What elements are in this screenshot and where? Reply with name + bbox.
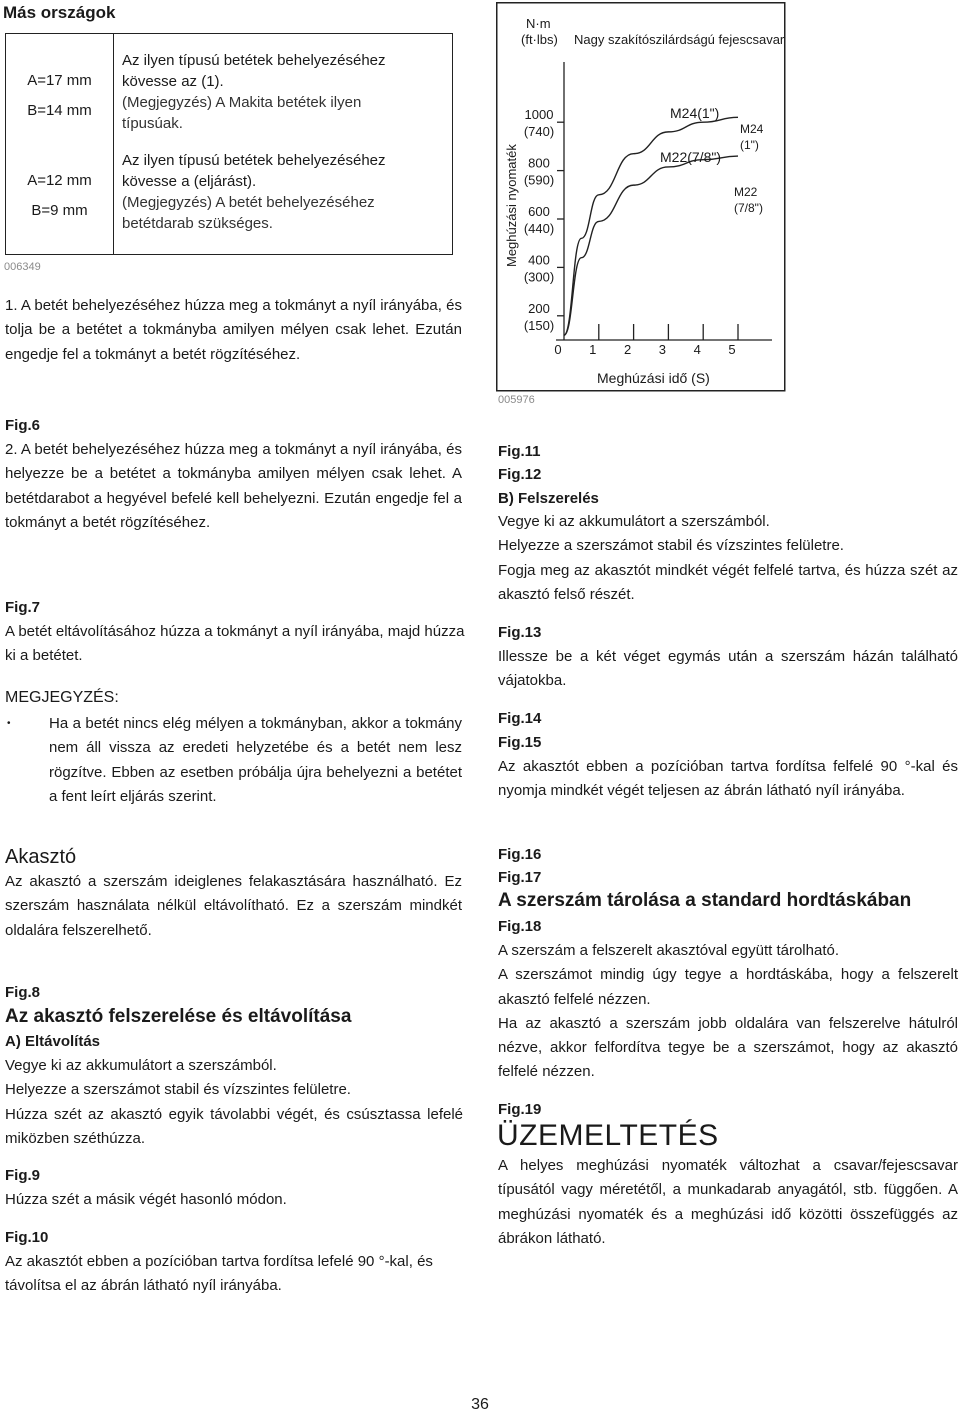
section-heading: A szerszám tárolása a standard hordtáskában: [498, 890, 912, 911]
series-label: M24(1"): [670, 105, 720, 121]
storage-line: A szerszámot mindig úgy tegye a hordtáskába, hogy a felszerelt akasztó felfelé nézzen.: [498, 966, 958, 1008]
fig-label: Fig.11: [498, 443, 541, 460]
y-tick-label: 1000: [524, 107, 554, 123]
series-line: [564, 156, 738, 335]
x-tick-label: 0: [554, 342, 562, 357]
storage-line: A szerszám a felszerelt akasztóval együtt tárolható.: [498, 942, 839, 959]
y-unit: N·m: [526, 16, 551, 31]
x-axis-label: Meghúzási idő (S): [597, 370, 710, 386]
fig-label: Fig.18: [498, 918, 542, 935]
table-row-2-text: Az ilyen típusú betétek behelyezéséhez kövesse a (eljárást). (Megjegyzés) A betét behelyezéséhez betétdarab szükséges.: [122, 152, 386, 232]
y-tick-label: 200: [528, 300, 550, 316]
socket-table: [5, 33, 453, 255]
series-label: M22(7/8"): [660, 149, 721, 165]
y-tick-sublabel: (150): [523, 317, 555, 333]
x-tick-label: 2: [623, 342, 632, 357]
figure-id: 006349: [4, 261, 41, 273]
x-tick-label: 4: [693, 342, 701, 357]
series-end-label-sub: (1"): [740, 138, 759, 152]
fig-label: Fig.10: [5, 1229, 49, 1246]
bullet: •: [7, 718, 11, 729]
removal-step: Helyezze a szerszámot stabil és vízszintes felületre.: [5, 1081, 351, 1099]
table-row-1-text: Az ilyen típusú betétek behelyezéséhez kövesse az (1). (Megjegyzés) A Makita betétek ilyen típusúak.: [122, 52, 386, 132]
storage-text: [498, 939, 958, 1085]
step-2: 2. A betét behelyezéséhez húzza meg a tokmányt a nyíl irányába, és helyezze be a betétet a tokmányba amilyen mélyen csak lehet. A betétdarabot a hegyével befelé kell behelyezni. Ezután engedje fel a tokmányt a betét rögzítéséhez.: [5, 441, 462, 531]
sub-heading: A) Eltávolítás: [5, 1033, 101, 1050]
removal-step: Vegye ki az akkumulátort a szerszámból.: [5, 1057, 277, 1074]
note-list: [5, 712, 465, 809]
fig-label: Fig.15: [498, 734, 542, 751]
fig-label: Fig.7: [5, 599, 41, 616]
install-step: Helyezze a szerszámot stabil és vízszintes felületre.: [498, 537, 844, 555]
sub-heading: B) Felszerelés: [498, 490, 599, 507]
fig-label: Fig.19: [498, 1101, 542, 1118]
install-step: Vegye ki az akkumulátort a szerszámból.: [498, 513, 770, 530]
chart-title: Nagy szakítószilárdságú fejescsavar: [574, 32, 785, 47]
section-heading: ÜZEMELTETÉS: [497, 1119, 719, 1152]
step-1: 1. A betét behelyezéséhez húzza meg a tokmányt a nyíl irányába, és tolja be a betétet a tokmányba amilyen mélyen csak lehet. Ezután engedje fel a tokmányt a betét rögzítéséhez.: [5, 297, 462, 363]
removal-step: Húzza szét az akasztó egyik távolabbi végét, és csúsztassa lefelé miközben széthúzza.: [5, 1105, 463, 1147]
page-number: 36: [471, 1396, 489, 1413]
y-axis-label: Meghúzási nyomaték: [504, 144, 519, 267]
x-tick-label: 5: [728, 342, 736, 357]
fig13-text: Illessze be a két véget egymás után a szerszám házán található vájatokba.: [498, 648, 958, 690]
removal-steps: [5, 1054, 463, 1151]
table-row-2-dims: A=12 mm B=9 mm: [27, 172, 92, 219]
section-heading: Akasztó: [5, 846, 77, 868]
y-tick-sublabel: (590): [523, 172, 555, 188]
section-heading: Az akasztó felszerelése és eltávolítása: [5, 1006, 352, 1027]
y-tick-label: 800: [528, 155, 550, 171]
table-row-1-dims: A=17 mm B=14 mm: [27, 72, 92, 119]
section-heading: Más országok: [3, 3, 116, 22]
y-tick-sublabel: (740): [523, 124, 555, 140]
fig-label: Fig.9: [5, 1167, 41, 1184]
note-text: Ha a betét nincs elég mélyen a tokmányban, akkor a tokmány nem áll vissza az eredeti helyzetébe és a betét nem lesz rögzítve. Ebben az esetben próbálja újra behelyezni a betétet a fent leírt eljárás szerint.: [49, 715, 462, 805]
install-step: Fogja meg az akasztót mindkét végét felfelé tartva, és húzza szét az akasztó felső részét.: [498, 561, 958, 603]
fig15-text: Az akasztót ebben a pozícióban tartva fordítsa felfelé 90 °-kal és nyomja mindkét végét teljesen az ábrán látható nyíl irányába.: [498, 758, 958, 800]
fig9-text: Húzza szét a másik végét hasonló módon.: [5, 1191, 287, 1208]
fig-label: Fig.14: [498, 710, 542, 727]
series-end-label: M24: [740, 122, 764, 136]
series-end-label: M22: [734, 185, 758, 199]
operation-text: A helyes meghúzási nyomaték változhat a csavar/fejescsavar típusától vagy méretétől, a munkadarab anyagától, stb. függően. A meghúzási nyomaték és a meghúzási idő közötti összefüggés az ábrákon látható.: [498, 1157, 958, 1247]
fig-label: Fig.13: [498, 624, 542, 641]
x-tick-label: 3: [658, 342, 667, 357]
y-tick-label: 400: [528, 252, 550, 268]
torque-chart: [496, 2, 786, 392]
remove-text: A betét eltávolításához húzza a tokmányt a nyíl irányába, majd húzza ki a betétet.: [5, 623, 465, 665]
series-end-label-sub: (7/8"): [734, 201, 763, 215]
x-tick-label: 1: [589, 342, 597, 357]
y-tick-label: 600: [528, 204, 550, 219]
fig-label: Fig.12: [498, 466, 542, 483]
fig-label: Fig.8: [5, 984, 41, 1001]
storage-line: Ha az akasztó a szerszám jobb oldalára van felszerelve hátulról nézve, akkor felfordítva tegye be a szerszámot, hogy az akasztó felfelé nézzen.: [498, 1014, 958, 1081]
y-unit-imperial: (ft·lbs): [521, 32, 558, 47]
y-tick-sublabel: (300): [523, 269, 555, 285]
figure-id: 005976: [498, 394, 535, 406]
fig10-text: Az akasztót ebben a pozícióban tartva fordítsa lefelé 90 °-kal, és távolítsa el az ábrán látható nyíl irányába.: [5, 1253, 433, 1295]
install-steps: [498, 510, 958, 607]
note-heading: MEGJEGYZÉS:: [5, 689, 119, 706]
akaszto-text: Az akasztó a szerszám ideiglenes felakasztására használható. Ez szerszám használata nélkül eltávolítható. Ez a szerszám mindkét oldalára felszerelhető.: [5, 873, 462, 939]
fig-label: Fig.6: [5, 417, 41, 434]
y-tick-sublabel: (440): [523, 221, 555, 236]
fig-label: Fig.17: [498, 869, 542, 886]
fig-label: Fig.16: [498, 846, 542, 863]
